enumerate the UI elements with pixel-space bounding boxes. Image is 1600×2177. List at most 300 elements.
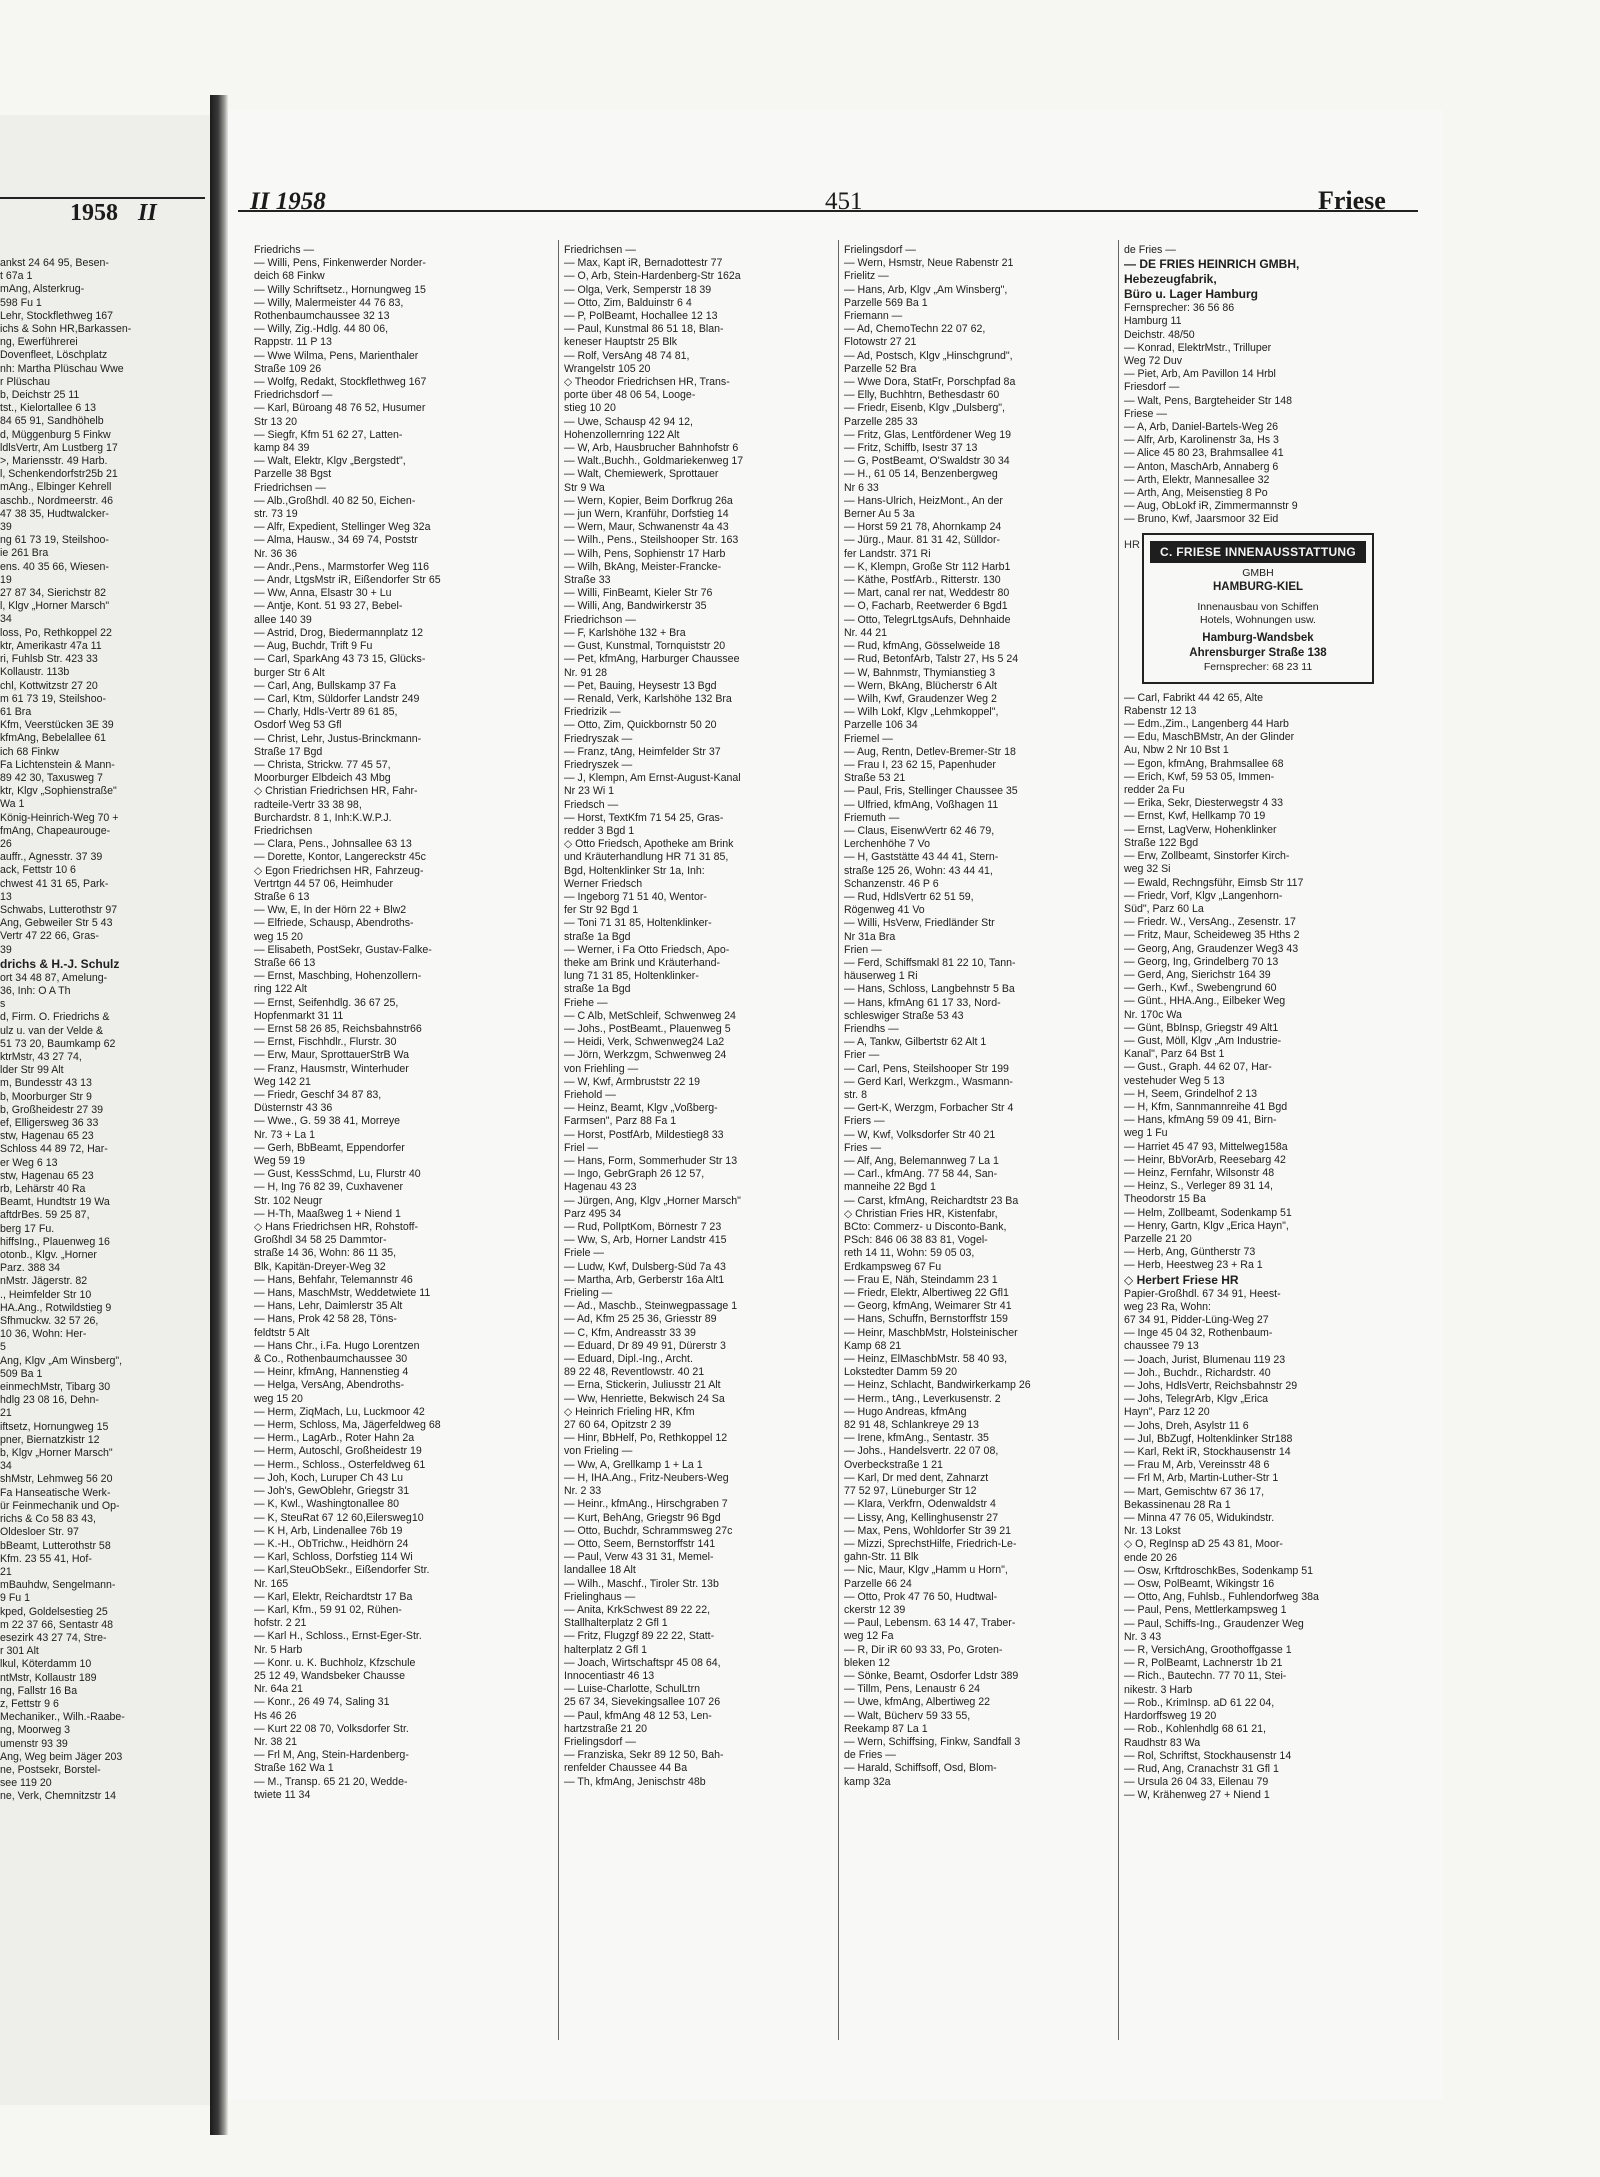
directory-entry-line: — Otto, Seem, Bernstorffstr 141 [564, 1537, 716, 1550]
ad-phone: Fernsprecher: 68 23 11 [1203, 660, 1313, 673]
directory-entry-line: m, Bundesstr 43 13 [0, 1077, 92, 1090]
directory-entry-line: 25 67 34, Sievekingsallee 107 26 [564, 1696, 721, 1709]
directory-entry-line: & Co., Rothenbaumchaussee 30 [254, 1353, 408, 1366]
directory-entry-line: — Rud, PolIptKom, Börnestr 7 23 [564, 1221, 722, 1234]
directory-entry-line: Mechaniker., Wilh.-Raabe- [0, 1711, 125, 1724]
directory-entry-line: Friehold — [564, 1089, 616, 1101]
directory-entry-line: aftdrBes. 59 25 87, [0, 1209, 90, 1222]
directory-entry-line: — Ewald, Rechngsführ, Eimsb Str 117 [1124, 876, 1304, 889]
directory-entry-line: Friemel — [844, 732, 893, 745]
directory-entry-line: ◇ Otto Friedsch, Apotheke am Brink [564, 838, 734, 851]
directory-entry-line: Ang, Weg beim Jäger 203 [0, 1750, 123, 1763]
directory-entry-line: Lerchenhöhe 7 Vo [844, 838, 931, 851]
directory-entry-line: — Rob., Kohlenhdlg 68 61 21, [1124, 1723, 1266, 1736]
directory-entry-line: Berner Au 5 3a [844, 508, 915, 521]
directory-entry-line: ntMstr, Kollaustr 189 [0, 1671, 97, 1684]
directory-entry-line: — Clara, Pens., Johnsallee 63 13 [254, 838, 412, 851]
directory-entry-line: >, Mariensstr. 49 Harb. [0, 455, 108, 468]
directory-entry-line: — Joach, Jurist, Blumenau 119 23 [1124, 1353, 1286, 1366]
directory-entry-line: Düsternstr 43 36 [254, 1102, 333, 1115]
directory-entry-line: Frielitz — [844, 270, 889, 283]
directory-entry-line: von Friehling — [564, 1062, 639, 1075]
column-rule-1 [558, 240, 559, 2040]
directory-entry-line: hdlg 23 08 16, Dehn- [0, 1394, 99, 1407]
advertisement-box [1142, 533, 1374, 684]
directory-entry-line: Fernsprecher: 36 56 86 [1124, 302, 1235, 315]
book-gutter [210, 95, 228, 2135]
directory-entry-line: Weg 59 19 [254, 1155, 306, 1168]
directory-entry-line: straße 1a Bgd [564, 983, 631, 996]
directory-entry-line: — Edu, MaschBMstr, An der Glinder [1124, 731, 1295, 744]
directory-entry-line: Stallhalterplatz 2 Gfl 1 [564, 1617, 668, 1630]
directory-entry-line: allee 140 39 [254, 613, 312, 626]
directory-entry-line: reth 14 11, Wohn: 59 05 03, [844, 1247, 975, 1260]
directory-entry-line: — Friedr. W., VersAng., Zesenstr. 17 [1124, 916, 1296, 929]
directory-entry-line: — H, IHA.Ang., Fritz-Neubers-Weg [564, 1471, 729, 1484]
directory-entry-line: — Pet, Bauing, Heysestr 13 Bgd [564, 679, 717, 692]
directory-entry-line: — R, PolBeamt, Lachnerstr 1b 21 [1124, 1657, 1283, 1670]
directory-entry-line: — Alice 45 80 23, Brahmsallee 41 [1124, 447, 1284, 460]
directory-entry-line: Nr 31a Bra [844, 930, 896, 943]
directory-entry-line: kamp 84 39 [254, 442, 310, 455]
directory-entry-line: — DE FRIES HEINRICH GMBH, [1124, 257, 1300, 272]
directory-entry-line: tst., Kielortallee 6 13 [0, 402, 96, 415]
directory-entry-line: einmechMstr, Tibarg 30 [0, 1381, 111, 1394]
directory-entry-line: — K.-H., ObTrichw., Heidhörn 24 [254, 1537, 409, 1550]
directory-entry-line: — Christ, Lehr, Justus-Brinckmann- [254, 732, 422, 745]
directory-entry-line: — Elisabeth, PostSekr, Gustav-Falke- [254, 943, 432, 956]
directory-entry-line: Friedryszak — [564, 732, 633, 745]
directory-entry-line: — R, Dir iR 60 93 33, Po, Groten- [844, 1643, 1003, 1656]
directory-entry-line: — Kurt, BehAng, Griegstr 96 Bgd [564, 1511, 721, 1524]
directory-entry-line: — Heinz, Fernfahr, Wilsonstr 48 [1124, 1166, 1275, 1179]
directory-entry-line: Wrangelstr 105 20 [564, 362, 651, 375]
directory-entry-line: hiffsIng., Plauenweg 16 [0, 1235, 110, 1248]
directory-entry-line: — Wilh Lokf, Klgv „Lehmkoppel", [844, 706, 999, 719]
directory-entry-line: — Alma, Hausw., 34 69 74, Poststr [254, 534, 418, 547]
directory-entry-line: renfelder Chaussee 44 Ba [564, 1762, 688, 1775]
directory-entry-line: — Heinz, ElMaschbMstr. 58 40 93, [844, 1353, 1008, 1366]
running-head-right: Friese [1318, 186, 1386, 215]
directory-entry-line: Frien — [844, 943, 882, 956]
directory-entry-line: 9 Fu 1 [0, 1592, 31, 1605]
directory-entry-line: Weg 142 21 [254, 1075, 311, 1088]
directory-entry-line: — Max, Kapt iR, Bernadottestr 77 [564, 257, 723, 270]
directory-entry-line: — Fritz, Schiffb, Isestr 37 13 [844, 442, 978, 455]
directory-entry-line: Str. 102 Neugr [254, 1194, 323, 1207]
directory-entry-line: Nr. 64a 21 [254, 1683, 303, 1696]
directory-entry-line: kfmAng, Bebelallee 61 [0, 732, 107, 745]
directory-entry-line: shMstr, Lehmweg 56 20 [0, 1473, 113, 1486]
directory-entry-line: — Hans-Ulrich, HeizMont., An der [844, 494, 1003, 507]
directory-entry-line: — W, Krähenweg 27 + Niend 1 [1124, 1789, 1270, 1802]
directory-entry-line: — Bruno, Kwf, Jaarsmoor 32 Eid [1124, 513, 1279, 526]
directory-entry-line: — Paul, Verw 43 31 31, Memel- [564, 1551, 714, 1564]
directory-entry-line: — Carl, Pens, Steilshooper Str 199 [844, 1062, 1009, 1075]
directory-entry-line: — Rol, Schriftst, Stockhausenstr 14 [1124, 1749, 1292, 1762]
directory-entry-line: — jun Wern, Kranführ, Dorfstieg 14 [564, 508, 729, 521]
directory-entry-line: r Plüschau [0, 375, 51, 388]
left-running-head-year: 1958 [70, 200, 118, 226]
directory-entry-line: — Georg, Ing, Grindelberg 70 13 [1124, 955, 1279, 968]
directory-entry-line: Straße 109 26 [254, 362, 322, 375]
directory-entry-line: — Heinz, S., Verleger 89 31 14, [1124, 1180, 1273, 1193]
directory-entry-line: hartzstraße 21 20 [564, 1722, 648, 1735]
directory-entry-line: — Gust, KessSchmd, Lu, Flurstr 40 [254, 1168, 421, 1181]
directory-entry-line: — H, Gaststätte 43 44 41, Stern- [844, 851, 999, 864]
column-rule-2 [838, 240, 839, 2040]
directory-entry-line: — Wwe Wilma, Pens, Marienthaler [254, 349, 419, 362]
directory-entry-line: — Wern, Schiffsing, Finkw, Sandfall 3 [844, 1735, 1021, 1748]
directory-entry-line: — Alfr, Arb, Karolinenstr 3a, Hs 3 [1124, 434, 1279, 447]
directory-entry-line: Parz. 388 34 [0, 1262, 61, 1275]
directory-entry-line: — Heinz, Beamt, Klgv „Voßberg- [564, 1102, 718, 1115]
directory-entry-line: Straße 66 13 [254, 956, 316, 969]
directory-entry-line: — Ulfried, kfmAng, Voßhagen 11 [844, 798, 999, 811]
directory-entry-line: Theodorstr 15 Ba [1124, 1193, 1206, 1206]
directory-entry-line: nMstr. Jägerstr. 82 [0, 1275, 88, 1288]
ad-service-1: Innenausbau von Schiffen [1197, 600, 1319, 613]
directory-entry-line: — Gust, Kunstmal, Tornquiststr 20 [564, 640, 726, 653]
directory-entry-line: 27 87 34, Sierichstr 82 [0, 587, 106, 600]
directory-entry-line: — Ad, Postsch, Klgv „Hinschgrund", [844, 349, 1013, 362]
directory-entry-line: Fries — [844, 1141, 882, 1154]
directory-entry-line: — Fritz, Glas, Lentfördener Weg 19 [844, 428, 1012, 441]
directory-entry-line: Au, Nbw 2 Nr 10 Bst 1 [1124, 744, 1229, 757]
directory-entry-line: Oldesloer Str. 97 [0, 1526, 79, 1539]
directory-entry-line: Parzelle 106 34 [844, 719, 918, 732]
directory-entry-line: 25 12 49, Wandsbeker Chausse [254, 1669, 405, 1682]
directory-entry-line: — Paul, Kunstmal 86 51 18, Blan- [564, 323, 724, 336]
directory-entry-line: ende 20 26 [1124, 1551, 1178, 1564]
directory-entry-line: — Heinr., kfmAng., Hirschgraben 7 [564, 1498, 728, 1511]
directory-entry-line: — Rolf, VersAng 48 74 81, [564, 349, 690, 362]
directory-entry-line: — Egon, kfmAng, Brahmsallee 68 [1124, 757, 1284, 770]
directory-entry-line: — Frau M, Arb, Vereinsstr 48 6 [1124, 1459, 1270, 1472]
directory-entry-line: — Wern, Hsmstr, Neue Rabenstr 21 [844, 257, 1014, 270]
directory-entry-line: — Andr, LtgsMstr iR, Eißendorfer Str 65 [254, 574, 441, 587]
directory-entry-line: 13 [0, 890, 12, 903]
directory-entry-line: 5 [0, 1341, 6, 1354]
directory-entry-line: Hagenau 43 23 [564, 1181, 637, 1194]
directory-entry-line: kamp 32a [844, 1775, 891, 1788]
directory-entry-line: pner, Biernatzkistr 12 [0, 1433, 100, 1446]
directory-entry-line: Blk, Kapitän-Dreyer-Weg 32 [254, 1260, 386, 1273]
directory-entry-line: Friedrichson — [564, 613, 636, 626]
directory-entry-line: er Weg 6 13 [0, 1156, 58, 1169]
directory-entry-line: — Irene, kfmAng., Sentastr. 35 [844, 1432, 989, 1445]
directory-entry-line: Fa Hanseatische Werk- [0, 1486, 111, 1499]
directory-entry-line: 84 65 91, Sandhöhelb [0, 415, 104, 428]
directory-entry-line: m 61 73 19, Steilshoo- [0, 692, 106, 705]
directory-entry-line: — Georg, kfmAng, Weimarer Str 41 [844, 1300, 1012, 1313]
directory-entry-line: redder 2a Fu [1124, 784, 1185, 797]
directory-entry-line: — Claus, EisenwVertr 62 46 79, [844, 824, 995, 837]
directory-entry-line: — Harriet 45 47 93, Mittelweg158a [1124, 1140, 1288, 1153]
directory-entry-line: twiete 11 34 [254, 1788, 311, 1801]
directory-entry-line: rb, Lehärstr 40 Ra [0, 1183, 86, 1196]
directory-entry-line: ens. 40 35 66, Wiesen- [0, 560, 109, 573]
directory-entry-line: — W, Bahnmstr, Thymianstieg 3 [844, 666, 996, 679]
directory-entry-line: — Mart, canal rer nat, Weddestr 80 [844, 587, 1010, 600]
directory-entry-line: — Friedr, Vorf, Klgv „Langenhorn- [1124, 889, 1283, 902]
directory-entry-line: — Carl., kfmAng. 77 58 44, San- [844, 1168, 998, 1181]
directory-entry-line: b, Klgv „Horner Marsch" [0, 1447, 113, 1460]
directory-entry-line: — O, Facharb, Reetwerder 6 Bgd1 [844, 600, 1008, 613]
directory-entry-line: burger Str 6 Alt [254, 666, 325, 679]
directory-entry-line: — Hans, Arb, Klgv „Am Winsberg", [844, 283, 1008, 296]
directory-entry-line: 26 [0, 837, 12, 850]
directory-entry-line: — Th, kfmAng, Jenischstr 48b [564, 1775, 706, 1788]
directory-entry-line: — Jürgen, Ang, Klgv „Horner Marsch" [564, 1194, 741, 1207]
directory-entry-line: ng, Ewerführerei [0, 336, 78, 349]
directory-entry-line: — Horst 59 21 78, Ahornkamp 24 [844, 521, 1002, 534]
directory-entry-line: Rabenstr 12 13 [1124, 704, 1197, 717]
directory-entry-line: — Ursula 26 04 33, Eilenau 79 [1124, 1776, 1269, 1789]
directory-entry-line: — Otto, Ang, Fuhlsb., Fuhlendorfweg 38a [1124, 1591, 1319, 1604]
directory-entry-line: — Alfr, Expedient, Stellinger Weg 32a [254, 521, 431, 534]
directory-entry-line: — Kurt 22 08 70, Volksdorfer Str. [254, 1722, 409, 1735]
directory-entry-line: — Toni 71 31 85, Holtenklinker- [564, 917, 712, 930]
directory-entry-line: straße 14 36, Wohn: 86 11 35, [254, 1247, 397, 1260]
directory-entry-line: ◇ Theodor Friedrichsen HR, Trans- [564, 376, 730, 389]
column-4-top-entries [1124, 244, 1394, 527]
directory-entry-line: Flotowstr 27 21 [844, 336, 917, 349]
directory-entry-line: Frieling — [564, 1287, 613, 1300]
directory-entry-line: — Paul, Schiffs-Ing., Graudenzer Weg [1124, 1617, 1304, 1630]
ad-street: Ahrensburger Straße 138 [1189, 646, 1327, 659]
directory-entry-line: 19 [0, 573, 12, 586]
directory-entry-line: Nr. 44 21 [844, 626, 887, 639]
directory-entry-line: — W, Kwf, Volksdorfer Str 40 21 [844, 1128, 996, 1141]
directory-entry-line: 89 42 30, Taxusweg 7 [0, 771, 103, 784]
directory-entry-line: Friehe — [564, 996, 608, 1009]
directory-entry-line: — Horst, TextKfm 71 54 25, Gras- [564, 811, 724, 824]
directory-entry-line: — Heinz, Schlacht, Bandwirkerkamp 26 [844, 1379, 1031, 1392]
directory-entry-line: — Hans, Schuffn, Bernstorffstr 159 [844, 1313, 1008, 1326]
directory-entry-line: l, Klgv „Horner Marsch" [0, 600, 110, 613]
page-number: 451 [825, 188, 863, 215]
directory-entry-line: — Mart, Gemischtw 67 36 17, [1124, 1485, 1265, 1498]
directory-entry-line: — Klara, Verkfrn, Odenwaldstr 4 [844, 1498, 996, 1511]
directory-entry-line: — Elly, Buchhtrn, Bethesdastr 60 [844, 389, 1000, 402]
directory-entry-line: — Wilh, BkAng, Meister-Francke- [564, 560, 722, 573]
directory-entry-line: — Piet, Arb, Am Pavillon 14 Hrbl [1124, 368, 1276, 381]
left-page-column [0, 257, 205, 2097]
directory-entry-line: — Wilh., Maschf., Tiroler Str. 13b [564, 1577, 719, 1590]
directory-entry-line: mBauhdw, Sengelmann- [0, 1579, 116, 1592]
directory-entry-line: — Alf, Ang, Belemannweg 7 La 1 [844, 1155, 999, 1168]
directory-entry-line: auffr., Agnesstr. 37 39 [0, 851, 103, 864]
directory-entry-line: str. 73 19 [254, 508, 298, 521]
directory-entry-line: — Günt., HHA.Ang., Eilbeker Weg [1124, 995, 1286, 1008]
directory-entry-line: Vertrtgn 44 57 06, Heimhuder [254, 877, 393, 890]
directory-entry-line: Schanzenstr. 46 P 6 [844, 877, 939, 890]
directory-entry-line: — Konr. u. K. Buchholz, Kfzschule [254, 1656, 416, 1669]
directory-entry-line: — Gerh., Kwf., Swebengrund 60 [1124, 982, 1277, 995]
directory-entry-line: — Otto, TelegrLtgsAufs, Dehnhaide [844, 613, 1011, 626]
directory-entry-line: Overbeckstraße 1 21 [844, 1458, 943, 1471]
directory-entry-line: — Anita, KrkSchwest 89 22 22, [564, 1603, 711, 1616]
directory-entry-line: Friemann — [844, 310, 903, 323]
directory-entry-line: — Hans, MaschMstr, Weddetwiete 11 [254, 1287, 431, 1300]
directory-entry-line: — Georg, Ang, Graudenzer Weg3 43 [1124, 942, 1299, 955]
directory-entry-line: ldlsVertr, Am Lustberg 17 [0, 441, 118, 454]
directory-entry-line: — Anton, MaschArb, Annaberg 6 [1124, 460, 1279, 473]
directory-entry-line: fmAng, Chapeaurouge- [0, 824, 111, 837]
directory-entry-line: Friendhs — [844, 1022, 899, 1035]
directory-entry-line: — Gerd, Ang, Sierichstr 164 39 [1124, 968, 1271, 981]
directory-entry-line: — Gerd Karl, Werkzgm., Wasmann- [844, 1075, 1013, 1088]
directory-entry-line: z, Fettstr 9 6 [0, 1697, 59, 1710]
directory-entry-line: Bekassinenau 28 Ra 1 [1124, 1498, 1231, 1511]
directory-entry-line: Dovenfleet, Löschplatz [0, 349, 108, 362]
directory-entry-line: — Willi, Ang, Bandwirkerstr 35 [564, 600, 707, 613]
directory-entry-line: ng 61 73 19, Steilshoo- [0, 534, 109, 547]
directory-entry-line: — Otto, Zim, Quickbornstr 50 20 [564, 719, 717, 732]
directory-entry-line: d, Firm. O. Friedrichs & [0, 1011, 110, 1024]
directory-entry-line: — Wwe., G. 59 38 41, Morreye [254, 1115, 401, 1128]
directory-entry-line: — Rob., KrimInsp. aD 61 22 04, [1124, 1696, 1275, 1709]
directory-entry-line: Straße 53 21 [844, 772, 906, 785]
directory-entry-line: — Paul, Fris, Stellinger Chaussee 35 [844, 785, 1018, 798]
directory-entry-line: — Aug, Rentn, Detlev-Bremer-Str 18 [844, 745, 1016, 758]
directory-entry-line: straße 1a Bgd [564, 930, 631, 943]
directory-entry-line: — Antje, Kont. 51 93 27, Bebel- [254, 600, 403, 613]
directory-entry-line: ◇ Herbert Friese HR [1124, 1272, 1239, 1287]
directory-entry-line: — Friedr, Geschf 34 87 83, [254, 1089, 382, 1101]
directory-entry-line: — Rud, Ang, Cranachstr 31 Gfl 1 [1124, 1762, 1279, 1775]
directory-entry-line: ulz u. van der Velde & [0, 1024, 104, 1037]
directory-entry-line: halterplatz 2 Gfl 1 [564, 1643, 648, 1656]
directory-entry-line: fer Landstr. 371 Ri [844, 547, 931, 560]
directory-entry-line: — Dorette, Kontor, Langereckstr 45c [254, 851, 426, 864]
directory-entry-line: — Jul, BbZugf, Holtenklinker Str188 [1124, 1432, 1293, 1445]
directory-entry-line: Lokstedter Damm 59 20 [844, 1366, 958, 1379]
directory-entry-line: ich 68 Finkw [0, 745, 59, 758]
directory-entry-line: — Ww, Anna, Elsastr 30 + Lu [254, 587, 392, 600]
directory-entry-line: — Willy Schriftsetz., Hornungweg 15 [254, 283, 426, 296]
directory-entry-line: — Johs, TelegrArb, Klgv „Erica [1124, 1393, 1269, 1406]
directory-entry-line: ne, Postsekr, Borstel- [0, 1763, 101, 1776]
directory-entry-line: Fa Lichtenstein & Mann- [0, 758, 115, 771]
directory-entry-line: Straße 33 [564, 574, 611, 587]
directory-entry-line: Kfm. 23 55 41, Hof- [0, 1552, 92, 1565]
directory-entry-line: — Christa, Strickw. 77 45 57, [254, 758, 391, 771]
directory-entry-line: — Carl, Fabrikt 44 42 65, Alte [1124, 691, 1263, 704]
directory-entry-line: Nr. 3 43 [1124, 1630, 1162, 1643]
directory-entry-line: t 67a 1 [0, 270, 33, 283]
directory-entry-line: 51 73 20, Baumkamp 62 [0, 1037, 116, 1050]
directory-entry-line: — Alb.,Großhdl. 40 82 50, Eichen- [254, 494, 416, 507]
directory-entry-line: — Erw, Zollbeamt, Sinstorfer Kirch- [1124, 850, 1290, 863]
directory-entry-line: — Jürg., Maur. 81 31 42, Sülldor- [844, 534, 1001, 547]
directory-entry-line: Friedrichsen — [564, 244, 636, 256]
directory-entry-line: nh: Martha Plüschau Wwe [0, 362, 124, 375]
directory-entry-line: Schwabs, Lutterothstr 97 [0, 903, 118, 916]
directory-entry-line: — Willi, FinBeamt, Kieler Str 76 [564, 587, 713, 600]
directory-entry-line: Parzelle 21 20 [1124, 1232, 1192, 1245]
directory-entry-line: ng, Fallstr 16 Ba [0, 1684, 78, 1697]
directory-entry-line: — K H, Arb, Lindenallee 76b 19 [254, 1524, 403, 1537]
directory-entry-line: 89 22 48, Reventlowstr. 40 21 [564, 1366, 705, 1379]
ad-service-2: Hotels, Wohnungen usw. [1200, 613, 1316, 626]
directory-entry-line: 10 36, Wohn: Her- [0, 1328, 87, 1341]
directory-entry-line: — Andr.,Pens., Marmstorfer Weg 116 [254, 560, 430, 573]
directory-entry-line: — Gust, Möll, Klgv „Am Industrie- [1124, 1034, 1282, 1047]
directory-entry-line: s [0, 998, 6, 1011]
directory-entry-line: — Hans, Lehr, Daimlerstr 35 Alt [254, 1300, 403, 1313]
directory-entry-line: manneihe 22 Bgd 1 [844, 1181, 936, 1194]
directory-entry-line: — Erika, Sekr, Diesterwegstr 4 33 [1124, 797, 1283, 810]
directory-entry-line: PSch: 846 06 38 83 81, Vogel- [844, 1234, 988, 1247]
directory-entry-line: — Renald, Verk, Karlshöhe 132 Bra [564, 692, 732, 705]
directory-entry-line: — Hans, Form, Sommerhuder Str 13 [564, 1155, 738, 1168]
directory-entry-line: ri, Fuhlsb Str. 423 33 [0, 653, 98, 666]
directory-entry-line: — Siegfr, Kfm 51 62 27, Latten- [254, 428, 403, 441]
directory-entry-line: 34 [0, 1460, 12, 1473]
directory-entry-line: — A, Arb, Daniel-Bartels-Weg 26 [1124, 421, 1279, 434]
directory-entry-line: — Herm., Schloss., Osterfeldweg 61 [254, 1458, 426, 1471]
directory-entry-line: Friedryszek — [564, 758, 633, 771]
directory-entry-line: Parzelle 38 Bgst [254, 468, 332, 481]
directory-entry-line: keneser Hauptstr 25 Blk [564, 336, 678, 349]
directory-entry-line: — Henry, Gartn, Klgv „Erica Hayn", [1124, 1219, 1289, 1232]
directory-entry-line: 36, Inh: O A Th [0, 984, 71, 997]
directory-entry-line: — P, PolBeamt, Hochallee 12 13 [564, 310, 718, 323]
directory-entry-line: — Erw, Maur, SprottauerStrB Wa [254, 1049, 410, 1062]
directory-entry-line: — Franz, Hausmstr, Winterhuder [254, 1062, 409, 1075]
directory-entry-line: — Arth, Ang, Meisenstieg 8 Po [1124, 487, 1268, 500]
directory-entry-line: Friedrichsen [254, 824, 313, 837]
directory-entry-line: Ang, Klgv „Am Winsberg", [0, 1354, 123, 1367]
directory-entry-line: Kamp 68 21 [844, 1339, 902, 1352]
directory-entry-line: — Wern, Maur, Schwanenstr 4a 43 [564, 521, 729, 534]
directory-entry-line: Friedrizik — [564, 706, 621, 719]
directory-entry-line: — H, Seem, Grindelhof 2 13 [1124, 1087, 1258, 1100]
directory-entry-line: — Rud, HdlsVertr 62 51 59, [844, 890, 974, 903]
directory-entry-line: Nr. 165 [254, 1577, 289, 1590]
directory-entry-line: Süd", Parz 60 La [1124, 902, 1204, 915]
directory-entry-line: — Ernst, Kwf, Hellkamp 70 19 [1124, 810, 1266, 823]
directory-entry-line: — Horst, PostfArb, Mildestieg8 33 [564, 1128, 724, 1141]
directory-entry-line: — Fritz, Maur, Scheideweg 35 Hths 2 [1124, 929, 1300, 942]
directory-entry-line: — Wwe Dora, StatFr, Porschpfad 8a [844, 376, 1016, 389]
directory-entry-line: — Joh's, GewOblehr, Griegstr 31 [254, 1485, 410, 1498]
directory-entry-line: — Nic, Maur, Klgv „Hamm u Horn", [844, 1564, 1008, 1577]
directory-entry-line: — Heinr, kfmAng, Hannenstieg 4 [254, 1366, 409, 1379]
directory-entry-line: porte über 48 06 54, Looge- [564, 389, 696, 402]
directory-entry-line: — Ww, S, Arb, Horner Landstr 415 [564, 1234, 727, 1247]
directory-entry-line: — Frau I, 23 62 15, Papenhuder [844, 758, 996, 771]
left-running-head [70, 200, 157, 227]
directory-entry-line: b, Deichstr 25 11 [0, 389, 80, 402]
directory-entry-line: weg 12 Fa [844, 1630, 894, 1643]
directory-entry-line: ◇ O, RegInsp aD 25 43 81, Moor- [1124, 1538, 1283, 1551]
directory-entry-line: — Wilh., Pens., Steilshooper Str. 163 [564, 534, 739, 547]
directory-entry-line: ktr, Klgv „Sophienstraße" [0, 785, 117, 798]
directory-entry-line: — Erna, Stickerin, Juliusstr 21 Alt [564, 1379, 721, 1392]
directory-entry-line: — Walt.,Buchh., Goldmariekenweg 17 [564, 455, 744, 468]
directory-entry-line: kped, Goldelsestieg 25 [0, 1605, 108, 1618]
directory-entry-line: — Jörn, Werkzgm, Schwenweg 24 [564, 1049, 727, 1062]
directory-entry-line: — Ernst, LagVerw, Hohenklinker [1124, 823, 1277, 836]
directory-entry-line: — Walt, Bücherv 59 33 55, [844, 1709, 971, 1722]
directory-entry-line: ankst 24 64 95, Besen- [0, 257, 109, 269]
directory-entry-line: Nr. 36 36 [254, 547, 297, 560]
directory-entry-line: — Walt, Elektr, Klgv „Bergstedt", [254, 455, 406, 468]
directory-entry-line: Straße 122 Bgd [1124, 836, 1199, 849]
